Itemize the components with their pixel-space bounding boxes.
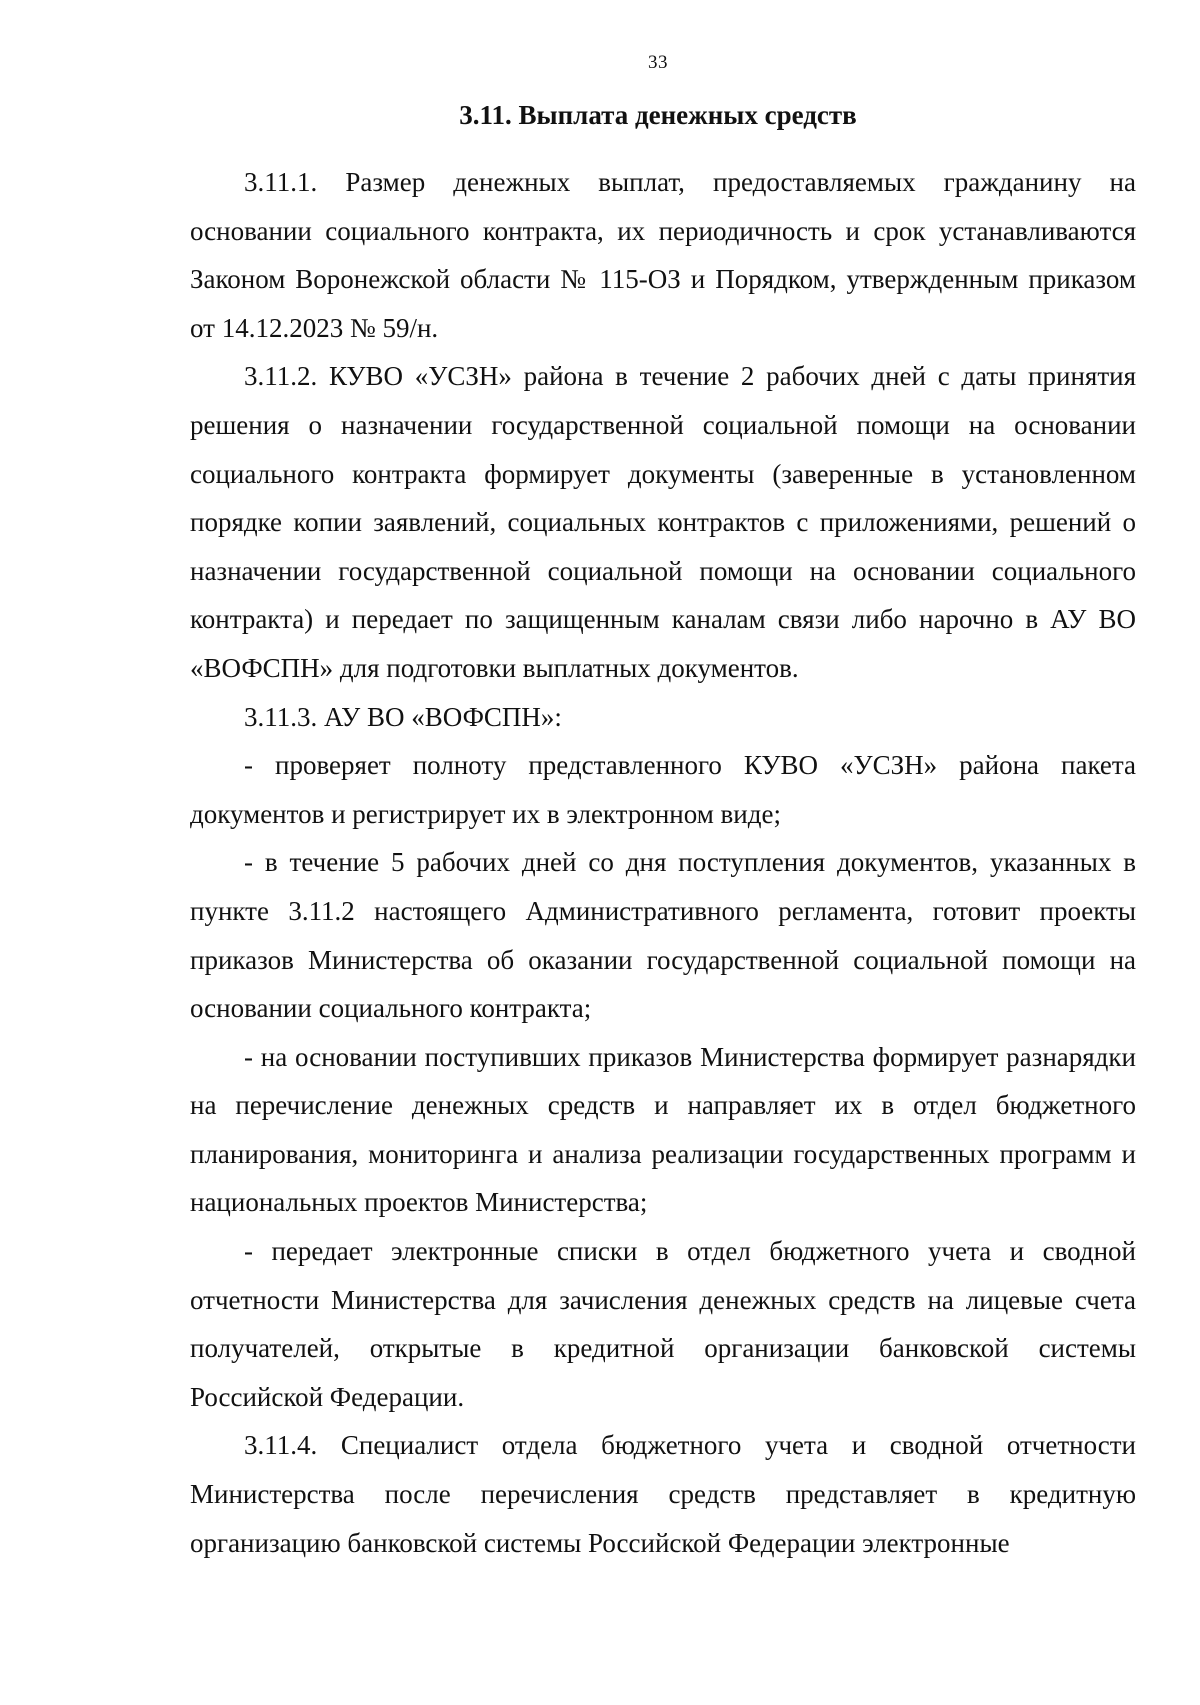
paragraph-3-11-1: 3.11.1. Размер денежных выплат, предоставляемых гражданину на основании социального контракта, их периодичность и срок устанавливаются Законом Воронежской области № 115-ОЗ и Порядком, утвержденным приказом от 14.12.2023 № 59/н. (190, 167, 1136, 343)
paragraph-3-11-4: 3.11.4. Специалист отдела бюджетного учета и сводной отчетности Министерства после перечисления средств представляет в кредитную организацию банковской системы Российской Федерации электронные (190, 1430, 1136, 1558)
paragraph-3-11-3: 3.11.3. АУ ВО «ВОФСПН»: (244, 701, 562, 732)
page-number: 33 (648, 52, 668, 73)
section-title: 3.11. Выплата денежных средств (459, 100, 857, 130)
list-item-prepare-orders: - в течение 5 рабочих дней со дня поступления документов, указанных в пункте 3.11.2 настоящего Административного регламента, готовит проекты приказов Министерства об оказании государственной социальной помощи на основании социального контракта; (190, 847, 1136, 1024)
paragraph-3-11-2: 3.11.2. КУВО «УСЗН» района в течение 2 рабочих дней с даты принятия решения о назначении государственной социальной помощи на основании социального контракта формирует документы (заверенные в установленном порядке копии заявлений, социальных контрактов с приложениями, решений о назначении государственной социальной помощи на основании социального контракта) и передает по защищенным каналам связи либо нарочно в АУ ВО «ВОФСПН» для подготовки выплатных документов. (190, 361, 1136, 683)
body-text (190, 158, 1136, 1567)
list-item-check-package: - проверяет полноту представленного КУВО «УСЗН» района пакета документов и регистрирует их в электронном виде; (190, 750, 1136, 829)
list-item-form-allocations: - на основании поступивших приказов Министерства формирует разнарядки на перечисление денежных средств и направляет их в отдел бюджетного планирования, мониторинга и анализа реализации государственных программ и национальных проектов Министерства; (190, 1041, 1136, 1218)
list-item-transfer-lists: - передает электронные списки в отдел бюджетного учета и сводной отчетности Министерства для зачисления денежных средств на лицевые счета получателей, открытые в кредитной организации банковской системы Российской Федерации. (190, 1236, 1136, 1412)
